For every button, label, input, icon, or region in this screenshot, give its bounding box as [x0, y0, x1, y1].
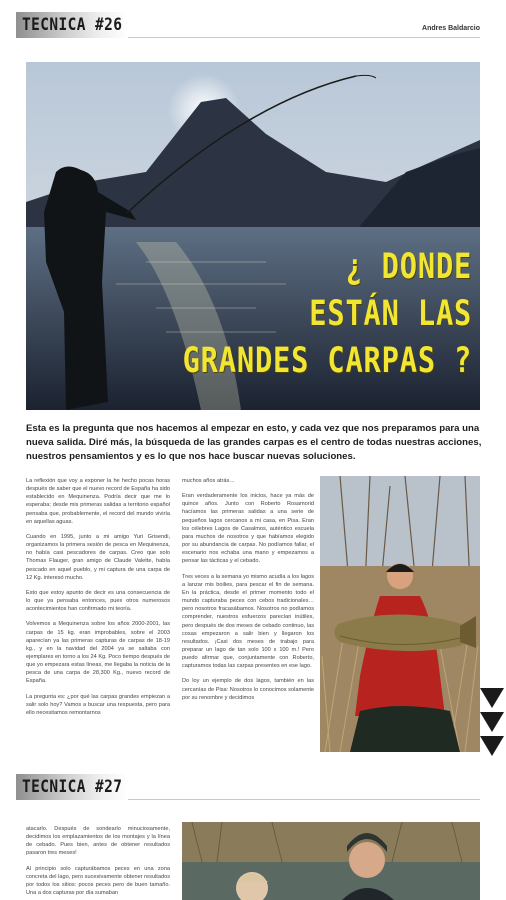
paragraph: Al principio solo capturábamos peces en una zona concreta del lago, pero sucesivamente obtener resultados por todos los sitios: pocos peces pero de buen tamaño. Una a dos capturas por día sumaban	[26, 865, 170, 897]
anglers-photo	[182, 822, 480, 900]
paragraph: La pregunta es: ¿por qué las carpas grandes empiezan a salir solo hoy? Vamos a buscar una respuesta, pero para ello necesitamos remontarnos	[26, 693, 170, 716]
paragraph: atacarlo. Después de sondearlo minuciosamente, decidimos los emplazamientos de los montajes y la línea de cebado. Pues bien, antes de obtener resultados pasaron tres meses!	[26, 826, 170, 857]
header-rule	[128, 37, 480, 38]
section-header-27	[0, 774, 506, 804]
paragraph: Do loy un ejemplo de dos lagos, también en las cercanías de Pisa: Nosotros lo conocimos solamente por su renombre y decidimos	[182, 678, 314, 701]
headline-line-2: ESTÁN LAS	[309, 294, 472, 334]
angler-carp-photo	[320, 476, 480, 752]
paragraph: Volvemos a Mequinenza sobre los años 2000-2001, las carpas de 15 kg. eran improbables, sobre el 2003 aparecían ya las primeras capturas de carpas de 18-19 kg., y en la navidad del 2004 ya se saltaba con ejemplares en torno a los 24 Kg. Poco tiempo después de que yo empezara estas líneas, me llegaba la noticia de la pesca de una carpa de 28,300 Kg., nuevo record de España.	[26, 621, 170, 685]
headline-line-1: ¿ DONDE	[345, 247, 472, 287]
angler-illustration	[320, 476, 480, 752]
anglers-illustration	[182, 822, 480, 900]
lead-paragraph: Esta es la pregunta que nos hacemos al empezar en esto, y cada vez que nos preparamos para una nueva salida. Diré más, la búsqueda de las grandes carpas es el centro de todas nuestras acciones, nuestros pensamientos y es lo que nos hace buscar nuevas soluciones.	[26, 423, 482, 462]
paragraph: Cuando en 1995, junto a mi amigo Yuri Grisendi, organizamos la primera sesión de pesca en Mequinenza, no había casi pescadores de carpas. Creo que solo Thomas Flauger, gran amigo de Claude Valette, había pescado en aquel pueblo, y mi captura de una carpa de 12 Kg. interesó mucho.	[26, 533, 170, 581]
article-column-3	[26, 825, 170, 900]
paragraph: Tres veces a la semana yo mismo acudía a los lagos a lanzar mis boilies, para pescar el fin de semana. En la práctica, desde el primer momento todo el mundo capturaba peces con cebos tradicionales… pero nosotros fracasábamos. Nosotros no podíamos comprender, nuestros esfuerzos parecían inútiles, pero después de dos meses de cebado continuo, las cosas empezaron a salir bien y llegaron los resultados. ¡Casi dos meses de trabajo para preparar un lago de tan solo 100 x 100 m.! Pero puedo afirmar que, conjuntamente con Roberto, capturamos todas las carpas presentes en ese lago.	[182, 573, 314, 670]
section-title: TECNICA #27	[22, 777, 123, 797]
hero-photo	[26, 62, 480, 410]
headline-line-3: GRANDES CARPAS ?	[182, 341, 472, 381]
page-nav-arrows[interactable]	[478, 686, 506, 762]
paragraph: Eran verdaderamente los inicios, hace ya más de quince años. Junto con Roberto Rosamorid hacíamos las primeras salidas a una serie de pequeños lagos cercanos a mi casa, en Pisa. Eran los célebres Lagos de Casalmos, auténtico escuela para muchos de nosotros y que habíamos elegido por su abundancia de carpas. No podíamos fallar, el escenario nos echaba una mano y empezamos a pensar las tácticas y el cebado.	[182, 493, 314, 565]
section-header-26	[0, 12, 506, 42]
paragraph: La reflexión que voy a exponer la he hecho pocas horas después de saber que el nuevo record de España ha sido establecido en Mequinenza. Podría decir que me lo esperaba; desde mis primeras salidas a territorio español pensaba que, probablemente, el record del mundo viviría en aquellas aguas.	[26, 478, 170, 525]
header-rule	[128, 799, 480, 800]
paragraph: muchos años atrás…	[182, 478, 235, 484]
hero-headline	[182, 244, 472, 385]
paragraph: Esto que estoy apunto de decir es una consecuencia de lo que ya pensaba entonces, pues otros numerosos acontecimientos han confirmado mi teoría.	[26, 589, 170, 613]
author-name: Andres Baldarcio	[422, 25, 480, 32]
article-column-2	[182, 477, 314, 752]
triple-down-arrow-icon[interactable]	[478, 686, 506, 762]
article-column-1	[26, 477, 170, 752]
section-title: TECNICA #26	[22, 15, 123, 35]
